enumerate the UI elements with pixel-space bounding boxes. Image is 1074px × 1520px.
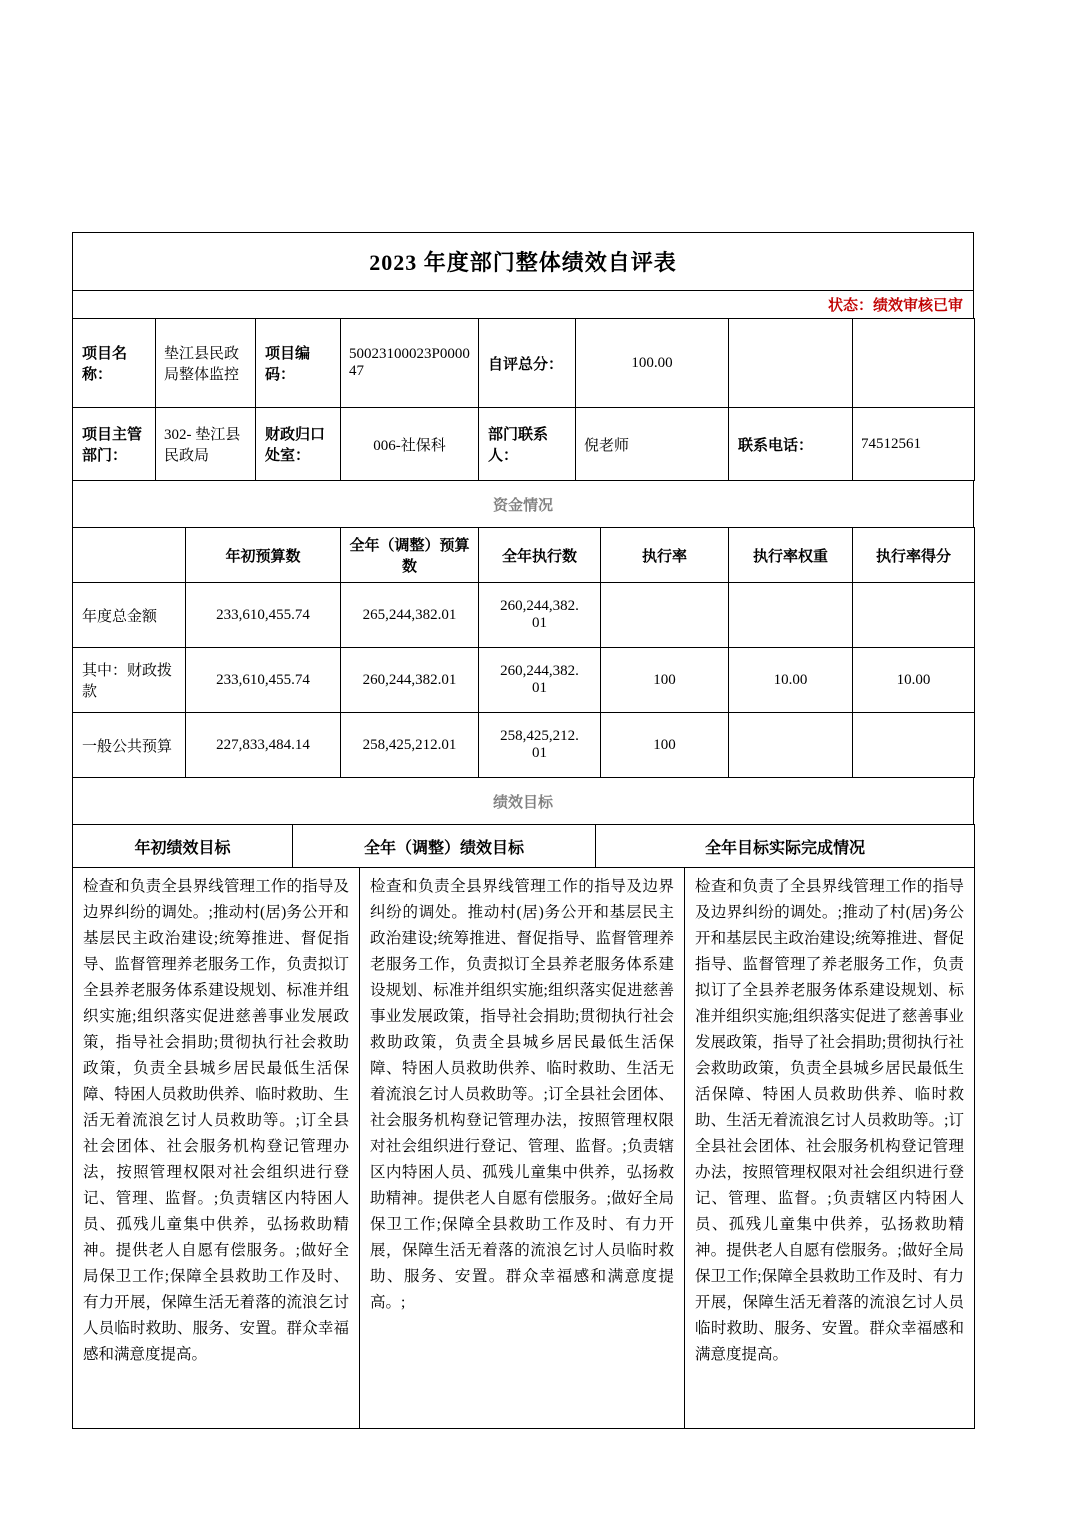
supervisor-dept-label: 项目主管部门： [73, 408, 156, 481]
funding-header-exec-rate: 执行率 [601, 528, 729, 583]
self-score-label: 自评总分： [479, 319, 576, 408]
row-label: 其中：财政拨款 [73, 648, 186, 713]
funding-header-rate-score: 执行率得分 [853, 528, 975, 583]
rate-score-value [853, 713, 975, 778]
page-title: 2023 年度部门整体绩效自评表 [73, 233, 974, 291]
section-row [73, 481, 974, 528]
funding-table [72, 527, 975, 778]
goals-header-actual: 全年目标实际完成情况 [596, 825, 975, 868]
funding-header-rate-weight: 执行率权重 [729, 528, 853, 583]
goal-text-adjusted: 检查和负责全县界线管理工作的指导及边界纠纷的调处。推动村(居)务公开和基层民主政治建设;统筹推进、督促指导、监督管理养老服务工作，负责拟订全县养老服务体系建设规划、标准并组织实施;组织落实促进慈善事业发展政策，指导社会捐助;贯彻执行社会救助政策，负责全县城乡居民最低生活保障、特困人员救助供养、临时救助、生活无着流浪乞讨人员救助等。;订全县社会团体、社会服务机构登记管理办法，按照管理权限对社会组织进行登记、管理、监督。;负责辖区内特困人员、孤残儿童集中供养，弘扬救助精神。提供老人自愿有偿服务。;做好全局保卫工作;保障全县救助工作及时、有力开展，保障生活无着落的流浪乞讨人员临时救助、服务、安置。群众幸福感和满意度提高。; [360, 868, 685, 1429]
self-score-value: 100.00 [576, 319, 729, 408]
exec-rate-value [601, 583, 729, 648]
goals-header-adjusted: 全年（调整）绩效目标 [293, 825, 596, 868]
contact-person-value: 倪老师 [576, 408, 729, 481]
project-code-label: 项目编码： [256, 319, 341, 408]
goal-text-actual: 检查和负责了全县界线管理工作的指导及边界纠纷的调处。;推动了村(居)务公开和基层民主政治建设;统筹推进、督促指导、监督管理了养老服务工作，负责拟订了全县养老服务体系建设规划、标准并组织实施;组织落实促进了慈善事业发展政策，指导了社会捐助;贯彻执行社会救助政策，负责全县城乡居民最低生活保障、特困人员救助供养、临时救助、生活无着流浪乞讨人员救助等。;订全县社会团体、社会服务机构登记管理办法，按照管理权限对社会组织进行登记、管理、监督。;负责辖区内特困人员、孤残儿童集中供养，弘扬救助精神。提供老人自愿有偿服务。;做好全局保卫工作;保障全县救助工作及时、有力开展，保障生活无着落的流浪乞讨人员临时救助、服务、安置。群众幸福感和满意度提高。 [685, 868, 975, 1429]
goals-section-bar [72, 777, 974, 825]
finance-office-label: 财政归口处室： [256, 408, 341, 481]
empty-cell [729, 319, 853, 408]
executed-value: 260,244,382.01 [479, 648, 601, 713]
row-label: 一般公共预算 [73, 713, 186, 778]
funding-section-bar [72, 480, 974, 528]
funding-row-fiscal [73, 648, 975, 713]
goals-header-initial: 年初绩效目标 [73, 825, 293, 868]
adjusted-budget-value: 265,244,382.01 [341, 583, 479, 648]
funding-section-title: 资金情况 [73, 481, 974, 528]
funding-header-blank [73, 528, 186, 583]
funding-row-public-budget [73, 713, 975, 778]
project-info-row-2 [73, 408, 975, 481]
title-block [72, 232, 974, 319]
contact-phone-value: 74512561 [853, 408, 975, 481]
initial-budget-value: 233,610,455.74 [186, 648, 341, 713]
funding-header-adjusted-budget: 全年（调整）预算数 [341, 528, 479, 583]
goal-text-initial: 检查和负责全县界线管理工作的指导及边界纠纷的调处。;推动村(居)务公开和基层民主政治建设;统筹推进、督促指导、监督管理养老服务工作，负责拟订全县养老服务体系建设规划、标准并组织实施;组织落实促进慈善事业发展政策，指导社会捐助;贯彻执行社会救助政策，负责全县城乡居民最低生活保障、特困人员救助供养、临时救助、生活无着流浪乞讨人员救助等。;订全县社会团体、社会服务机构登记管理办法，按照管理权限对社会组织进行登记、管理、监督。;负责辖区内特困人员、孤残儿童集中供养，弘扬救助精神。提供老人自愿有偿服务。;做好全局保卫工作;保障全县救助工作及时、有力开展，保障生活无着落的流浪乞讨人员临时救助、服务、安置。群众幸福感和满意度提高。 [73, 868, 360, 1429]
project-name-value: 垫江县民政局整体监控 [156, 319, 256, 408]
project-code-value: 50023100023P000047 [341, 319, 479, 408]
rate-score-value [853, 583, 975, 648]
document-sheet [72, 232, 974, 1429]
rate-weight-value: 10.00 [729, 648, 853, 713]
project-info-row-1 [73, 319, 975, 408]
status-row [73, 291, 974, 319]
adjusted-budget-value: 260,244,382.01 [341, 648, 479, 713]
executed-value: 258,425,212.01 [479, 713, 601, 778]
exec-rate-value: 100 [601, 713, 729, 778]
rate-score-value: 10.00 [853, 648, 975, 713]
funding-header-initial-budget: 年初预算数 [186, 528, 341, 583]
funding-row-total [73, 583, 975, 648]
goals-body-table [72, 867, 975, 1429]
goals-header-row [73, 825, 975, 868]
funding-header-executed: 全年执行数 [479, 528, 601, 583]
goals-header-table [72, 824, 975, 868]
contact-person-label: 部门联系人： [479, 408, 576, 481]
funding-header-row [73, 528, 975, 583]
rate-weight-value [729, 713, 853, 778]
project-name-label: 项目名称： [73, 319, 156, 408]
title-row [73, 233, 974, 291]
section-row [73, 778, 974, 825]
finance-office-value: 006-社保科 [341, 408, 479, 481]
initial-budget-value: 233,610,455.74 [186, 583, 341, 648]
executed-value: 260,244,382.01 [479, 583, 601, 648]
goals-body-row [73, 868, 975, 1429]
contact-phone-label: 联系电话： [729, 408, 853, 481]
goals-section-title: 绩效目标 [73, 778, 974, 825]
supervisor-dept-value: 302- 垫江县民政局 [156, 408, 256, 481]
rate-weight-value [729, 583, 853, 648]
project-info-table [72, 318, 975, 481]
adjusted-budget-value: 258,425,212.01 [341, 713, 479, 778]
row-label: 年度总金额 [73, 583, 186, 648]
status-badge: 状态：绩效审核已审 [73, 291, 974, 319]
empty-cell [853, 319, 975, 408]
exec-rate-value: 100 [601, 648, 729, 713]
initial-budget-value: 227,833,484.14 [186, 713, 341, 778]
